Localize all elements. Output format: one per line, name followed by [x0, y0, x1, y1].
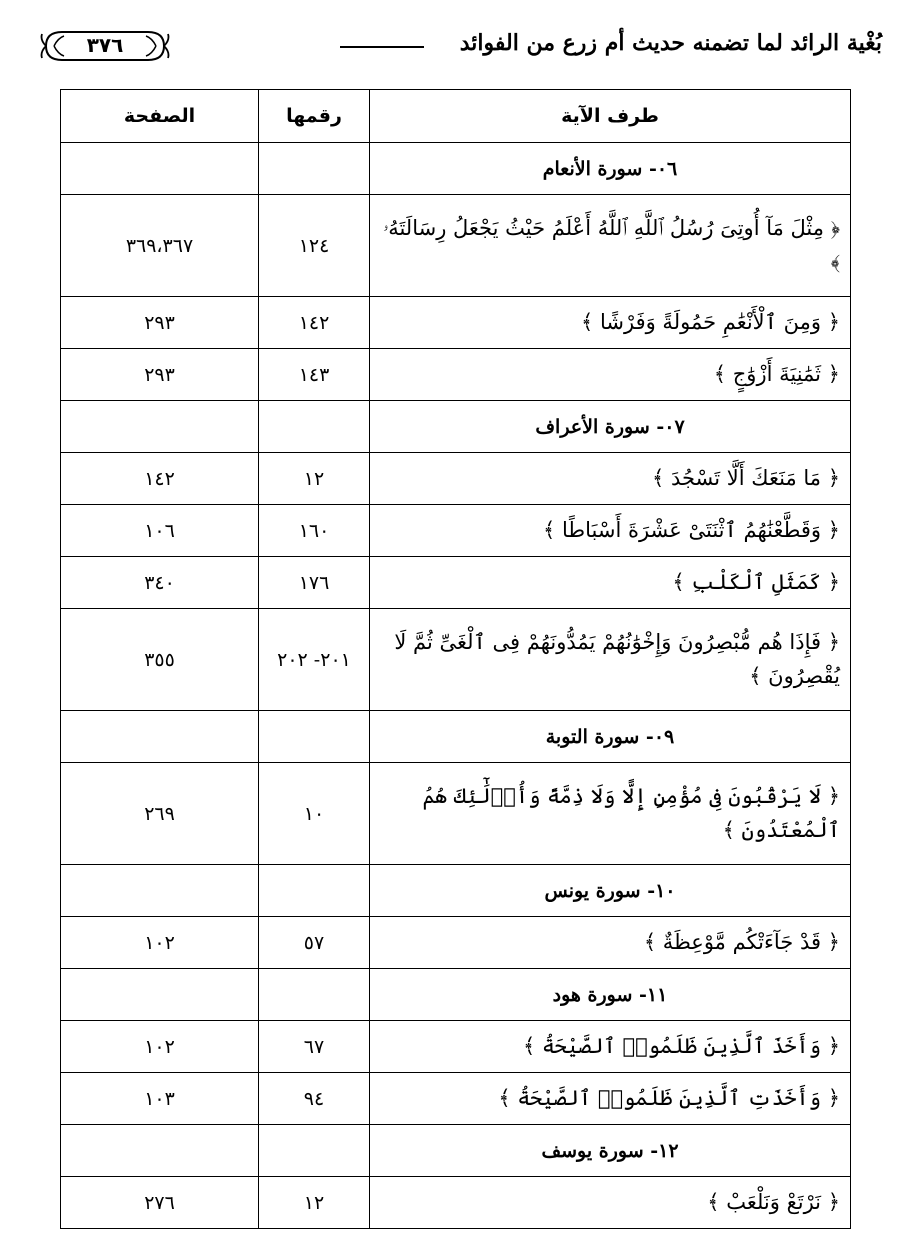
- column-header-page: الصفحة: [61, 90, 259, 143]
- verse-text: ﴿ فَإِذَا هُم مُّبْصِرُونَ وَإِخْوَٰنُهُمْ يَمُدُّونَهُمْ فِى ٱلْغَىِّ ثُمَّ لَا يُقْصِرُونَ ﴾: [370, 609, 851, 711]
- empty-cell: [61, 1125, 259, 1177]
- verse-index-table: [60, 89, 851, 1229]
- table-row: [61, 917, 851, 969]
- verse-number: ٢٠١- ٢٠٢: [259, 609, 370, 711]
- surah-row: [61, 1125, 851, 1177]
- surah-row: [61, 401, 851, 453]
- surah-title: ٠٦- سورة الأنعام: [370, 143, 851, 195]
- book-title: بُغْية الرائد لما تضمنه حديث أم زرع من الفوائد: [459, 30, 882, 56]
- table-row: [61, 1021, 851, 1073]
- surah-row: [61, 711, 851, 763]
- verse-number: ١٠: [259, 763, 370, 865]
- page-reference: ١٤٢: [61, 453, 259, 505]
- empty-cell: [259, 143, 370, 195]
- verse-text: ﴿ وَقَطَّعْنَٰهُمُ ٱثْنَتَىْ عَشْرَةَ أَسْبَاطًا ﴾: [370, 505, 851, 557]
- verse-text: ﴿ قَدْ جَآءَتْكُم مَّوْعِظَةٌ ﴾: [370, 917, 851, 969]
- verse-number: ١٦٠: [259, 505, 370, 557]
- page-reference: ٢٩٣: [61, 349, 259, 401]
- verse-number: ١٧٦: [259, 557, 370, 609]
- surah-title: ٠٧- سورة الأعراف: [370, 401, 851, 453]
- empty-cell: [259, 1125, 370, 1177]
- table-row: [61, 505, 851, 557]
- page-reference: ٣٥٥: [61, 609, 259, 711]
- table-row: [61, 1073, 851, 1125]
- verse-text: ﴿ نَرْتَعْ وَنَلْعَبْ ﴾: [370, 1177, 851, 1229]
- page-reference: ١٠٣: [61, 1073, 259, 1125]
- page-reference: ١٠٦: [61, 505, 259, 557]
- table-row: [61, 609, 851, 711]
- table-row: [61, 453, 851, 505]
- surah-row: [61, 865, 851, 917]
- empty-cell: [61, 143, 259, 195]
- page-reference: ١٠٢: [61, 1021, 259, 1073]
- page-reference: ٢٦٩: [61, 763, 259, 865]
- verse-number: ١٢: [259, 453, 370, 505]
- table-row: [61, 297, 851, 349]
- page-number-ornament: [40, 26, 170, 66]
- header-rule: [340, 46, 424, 48]
- empty-cell: [259, 401, 370, 453]
- verse-number: ٦٧: [259, 1021, 370, 1073]
- empty-cell: [61, 711, 259, 763]
- column-header-verse: طرف الآية: [370, 90, 851, 143]
- empty-cell: [61, 865, 259, 917]
- verse-text: ﴿ وَأَخَذَتِ ٱلَّذِينَ ظَلَمُوا۟ ٱلصَّيْحَةُ ﴾: [370, 1073, 851, 1125]
- empty-cell: [259, 711, 370, 763]
- verse-text: ﴿ ثَمَٰنِيَةَ أَزْوَٰجٍ ﴾: [370, 349, 851, 401]
- empty-cell: [61, 969, 259, 1021]
- page-number: ٣٧٦: [86, 33, 124, 57]
- column-header-number: رقمها: [259, 90, 370, 143]
- table-header-row: [61, 90, 851, 143]
- page-reference: ٢٩٣: [61, 297, 259, 349]
- table-row: [61, 195, 851, 297]
- empty-cell: [259, 865, 370, 917]
- surah-row: [61, 969, 851, 1021]
- surah-title: ١١- سورة هود: [370, 969, 851, 1021]
- surah-row: [61, 143, 851, 195]
- verse-number: ١٢: [259, 1177, 370, 1229]
- verse-number: ١٢٤: [259, 195, 370, 297]
- empty-cell: [61, 401, 259, 453]
- verse-number: ٩٤: [259, 1073, 370, 1125]
- surah-title: ١٢- سورة يوسف: [370, 1125, 851, 1177]
- verse-text: ﴿ مَا مَنَعَكَ أَلَّا تَسْجُدَ ﴾: [370, 453, 851, 505]
- verse-number: ١٤٣: [259, 349, 370, 401]
- page-reference: ١٠٢: [61, 917, 259, 969]
- surah-title: ٠٩- سورة التوبة: [370, 711, 851, 763]
- page-header: [40, 22, 882, 74]
- verse-text: ﴿ لَا يَرْقُبُونَ فِى مُؤْمِنٍ إِلًّا وَلَا ذِمَّةً وَأُو۟لَٰٓئِكَ هُمُ ٱلْمُعْتَدُونَ ﴾: [370, 763, 851, 865]
- verse-text: ﴿ كَمَثَلِ ٱلْكَلْبِ ﴾: [370, 557, 851, 609]
- page-reference: ٣٦٩،٣٦٧: [61, 195, 259, 297]
- verse-text: ﴿ مِثْلَ مَآ أُوتِىَ رُسُلُ ٱللَّهِ ٱللَّهُ أَعْلَمُ حَيْثُ يَجْعَلُ رِسَالَتَهُۥ ﴾: [370, 195, 851, 297]
- page-reference: ٢٧٦: [61, 1177, 259, 1229]
- table-row: [61, 349, 851, 401]
- verse-number: ٥٧: [259, 917, 370, 969]
- verse-text: ﴿ وَمِنَ ٱلْأَنْعَٰمِ حَمُولَةً وَفَرْشًا ﴾: [370, 297, 851, 349]
- table-row: [61, 763, 851, 865]
- table-row: [61, 1177, 851, 1229]
- verse-text: ﴿ وَأَخَذَ ٱلَّذِينَ ظَلَمُوا۟ ٱلصَّيْحَةُ ﴾: [370, 1021, 851, 1073]
- empty-cell: [259, 969, 370, 1021]
- page-reference: ٣٤٠: [61, 557, 259, 609]
- verse-number: ١٤٢: [259, 297, 370, 349]
- surah-title: ١٠- سورة يونس: [370, 865, 851, 917]
- table-row: [61, 557, 851, 609]
